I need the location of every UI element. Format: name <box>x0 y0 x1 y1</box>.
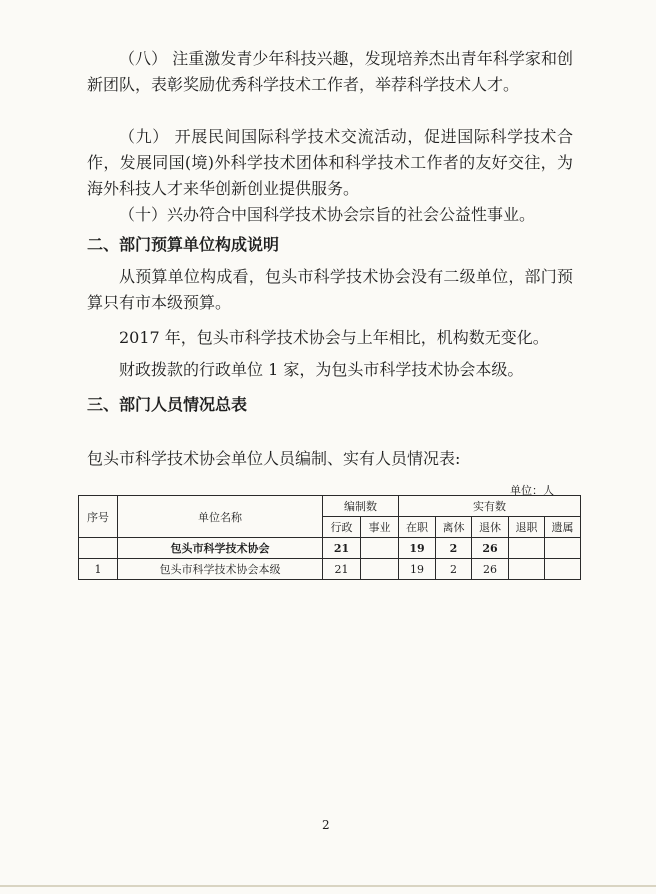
cell-admin: 21 <box>323 559 361 580</box>
cell-retired-lixiu: 2 <box>436 538 472 559</box>
page-divider <box>0 885 656 887</box>
staff-table <box>78 495 581 580</box>
cell-unit-name: 包头市科学技术协会 <box>118 538 323 559</box>
header-institution: 事业 <box>361 517 399 538</box>
cell-institution <box>361 559 399 580</box>
section2-paragraph-1: 从预算单位构成看，包头市科学技术协会没有二级单位，部门预算只有市本级预算。 <box>87 267 573 312</box>
cell-retired-lixiu: 2 <box>436 559 472 580</box>
cell-employed: 19 <box>399 538 436 559</box>
cell-survivors <box>545 559 581 580</box>
cell-retired-tuixiu: 26 <box>472 559 509 580</box>
paragraph-item-10: （十）兴办符合中国科学技术协会宗旨的社会公益性事业。 <box>119 205 536 224</box>
cell-seq: 1 <box>79 559 118 580</box>
unit-note: 单位：人 <box>510 484 554 497</box>
header-actual: 实有数 <box>399 496 581 517</box>
table-caption: 包头市科学技术协会单位人员编制、实有人员情况表: <box>87 449 461 468</box>
cell-survivors <box>545 538 581 559</box>
section2-paragraph-2: 2017 年，包头市科学技术协会与上年相比，机构数无变化。 <box>119 328 549 347</box>
header-resigned: 退职 <box>509 517 545 538</box>
cell-institution <box>361 538 399 559</box>
cell-employed: 19 <box>399 559 436 580</box>
cell-seq <box>79 538 118 559</box>
table-row <box>79 559 581 580</box>
cell-unit-name: 包头市科学技术协会本级 <box>118 559 323 580</box>
cell-resigned <box>509 559 545 580</box>
table-row <box>79 538 581 559</box>
paragraph-item-9: （九） 开展民间国际科学技术交流活动，促进国际科学技术合作，发展同国(境)外科学技术团体和科学技术工作者的友好交往，为海外科技人才来华创新创业提供服务。 <box>87 127 573 198</box>
header-employed: 在职 <box>399 517 436 538</box>
page-number: 2 <box>322 818 330 832</box>
section-heading-3: 三、部门人员情况总表 <box>87 395 248 414</box>
cell-admin: 21 <box>323 538 361 559</box>
header-unit-name: 单位名称 <box>118 496 323 538</box>
paragraph-item-8: （八） 注重激发青少年科技兴趣，发现培养杰出青年科学家和创新团队，表彰奖励优秀科学技术工作者，举荐科学技术人才。 <box>87 49 573 94</box>
section-heading-2: 二、部门预算单位构成说明 <box>87 235 280 254</box>
cell-retired-tuixiu: 26 <box>472 538 509 559</box>
table-header-row <box>79 496 581 517</box>
section2-paragraph-3: 财政拨款的行政单位 1 家，为包头市科学技术协会本级。 <box>119 360 524 379</box>
cell-resigned <box>509 538 545 559</box>
header-seq: 序号 <box>79 496 118 538</box>
header-retired-lixiu: 离休 <box>436 517 472 538</box>
header-survivors: 遗属 <box>545 517 581 538</box>
header-staffing: 编制数 <box>323 496 399 517</box>
header-admin: 行政 <box>323 517 361 538</box>
header-retired-tuixiu: 退休 <box>472 517 509 538</box>
